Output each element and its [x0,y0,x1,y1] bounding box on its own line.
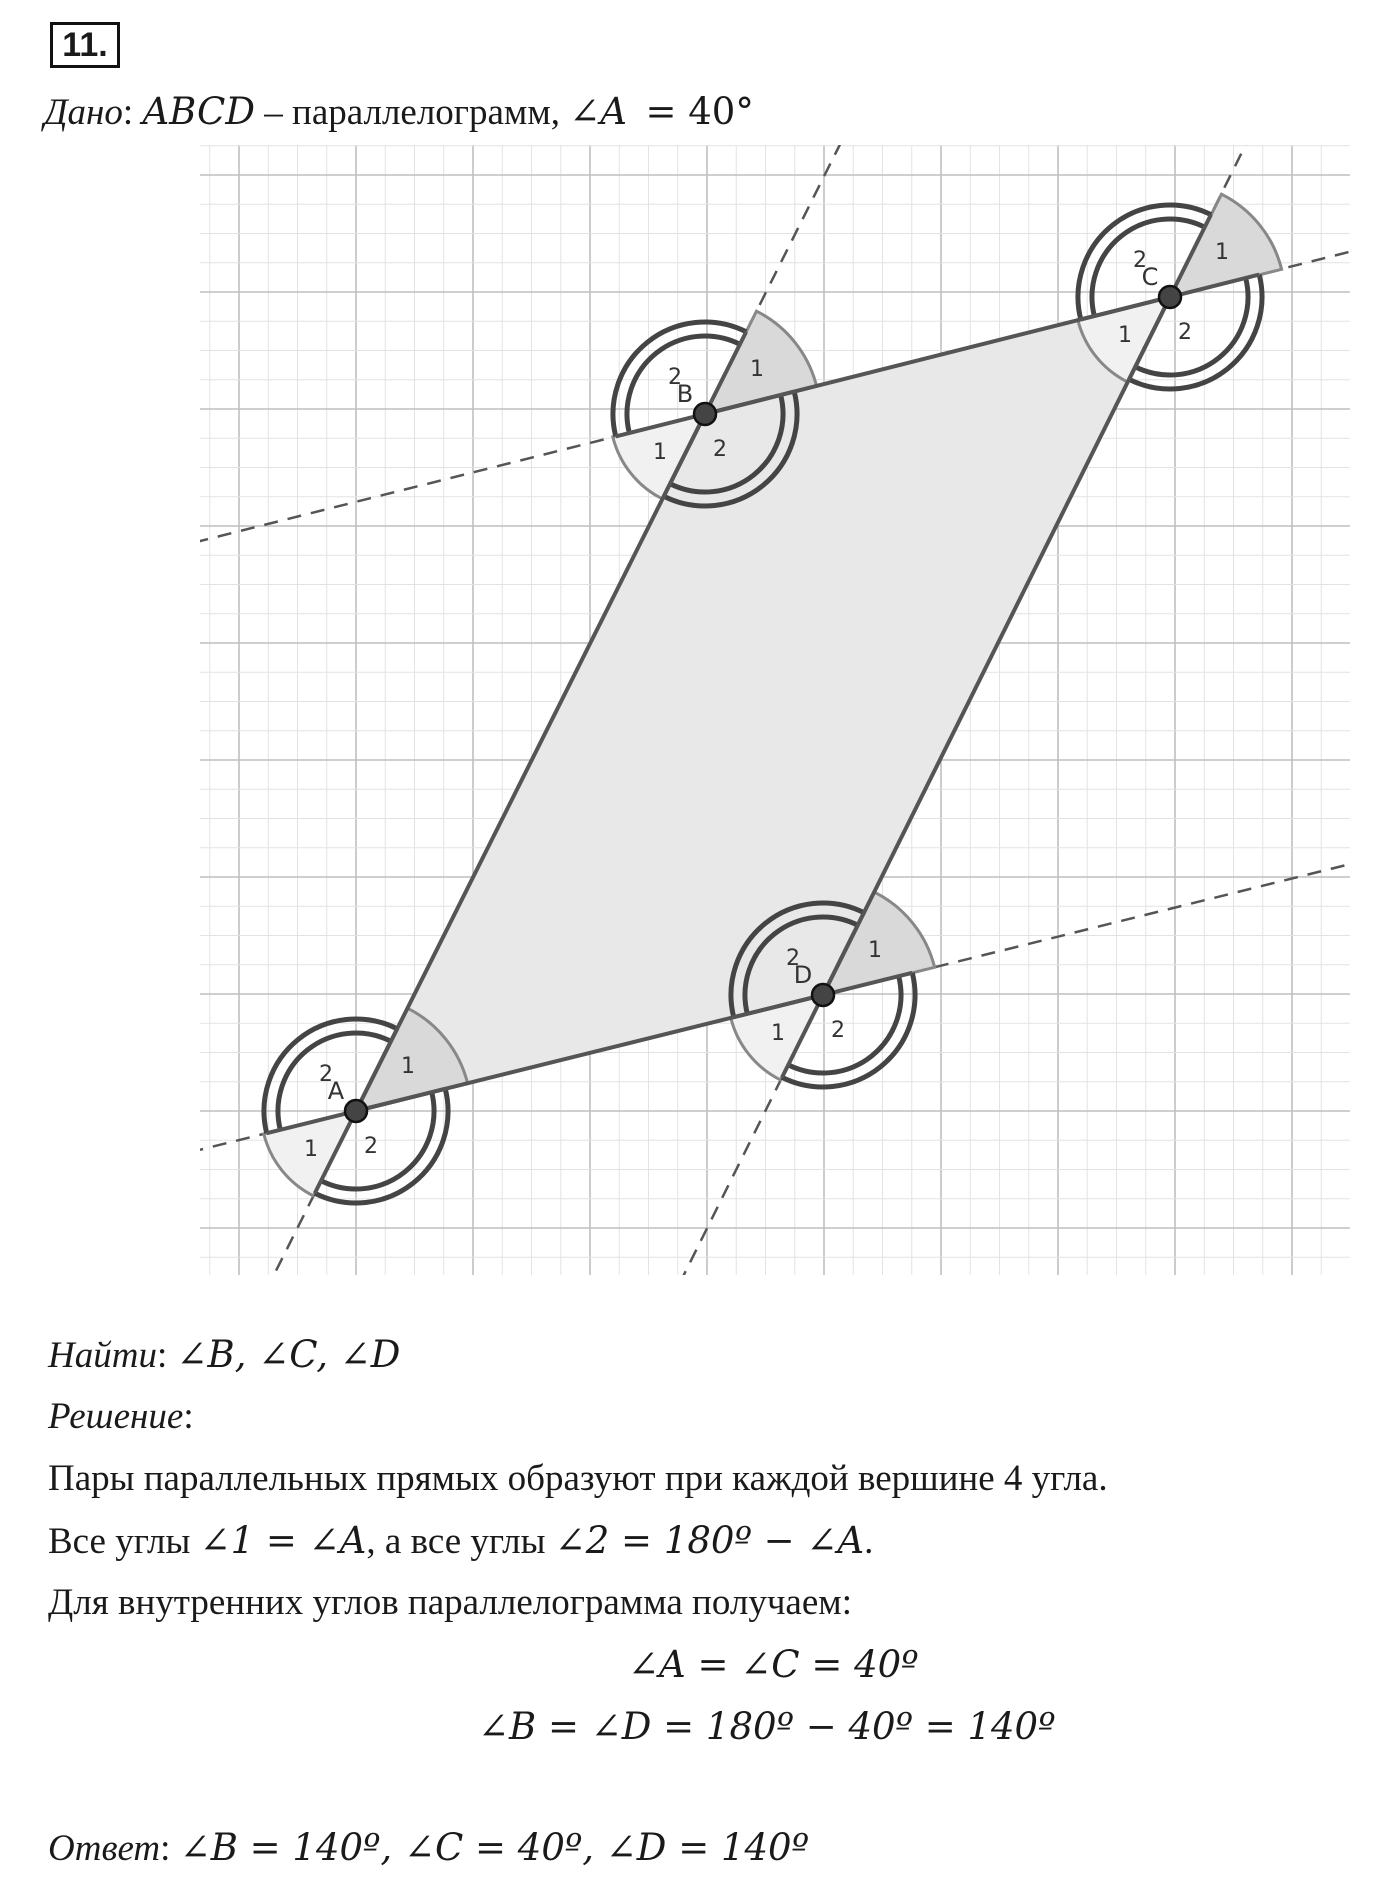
angle-2-label-opposite-B: 2 [668,365,682,390]
vertex-point-C [1159,286,1181,308]
solution-equation-2: ∠B = ∠D = 180º − 40º = 140º [478,1705,1056,1748]
angle-1-label-B: 1 [750,357,764,382]
given-line: Дано: ABCD – параллелограмм, ∠A = 40° [44,90,754,133]
solution-label: Решение [48,1396,184,1437]
solution-line-2-b: ∠1 = ∠A [199,1519,367,1562]
angle-1-label-opposite-C: 1 [1118,323,1132,348]
solution-equation-1: ∠A = ∠C = 40º [628,1643,919,1686]
angle-1-label-opposite-A: 1 [304,1137,318,1162]
given-value: 40° [688,90,754,133]
solution-line-3: Для внутренних углов параллелограмма получаем: [48,1582,852,1623]
given-angle: ∠A [569,90,627,133]
find-label: Найти [48,1335,157,1376]
solution-line-2-e: . [864,1521,874,1562]
angle-1-label-A: 1 [401,1054,415,1079]
solution-line-1: Пары параллельных прямых образуют при каждой вершине 4 угла. [48,1458,1108,1499]
answer-label: Ответ [48,1828,161,1869]
solution-line-2-c: , а все углы [366,1521,555,1562]
find-line: Найти: ∠B, ∠C, ∠D [48,1333,401,1376]
angle-2-label-opposite-A: 2 [319,1062,333,1087]
solution-line-2 [48,1519,873,1564]
angle-2-label-D: 2 [831,1018,845,1043]
angle-2-label-B: 2 [713,437,727,462]
vertex-label-A: A [327,1077,345,1105]
vertex-label-B: B [676,380,694,408]
angle-1-label-opposite-D: 1 [771,1021,785,1046]
angle-1-label-D: 1 [868,938,882,963]
answer-line: Ответ: ∠B = 140º, ∠C = 40º, ∠D = 140º [48,1826,809,1869]
angle-2-label-A: 2 [364,1134,378,1159]
given-figure-name: ABCD [142,90,256,133]
given-description: – параллелограмм, [255,92,570,133]
solution-line-2-a: Все углы [48,1521,200,1562]
parallelogram-fill [356,297,1170,1111]
angle-2-label-C: 2 [1178,320,1192,345]
vertex-point-D [812,984,834,1006]
angle-1-label-opposite-B: 1 [653,440,667,465]
problem-number: 11. [50,22,120,68]
vertex-point-B [694,403,716,425]
find-text: ∠B, ∠C, ∠D [176,1333,401,1376]
vertex-label-D: D [793,961,813,989]
given-label: Дано [44,92,123,133]
vertex-point-A [345,1100,367,1122]
angle-2-label-opposite-C: 2 [1133,248,1147,273]
solution-heading: Решение: [48,1396,194,1437]
vertex-label-C: C [1141,263,1159,291]
given-equals: = [645,90,689,133]
solution-line-2-d: ∠2 = 180º − ∠A [554,1519,865,1562]
angle-2-label-opposite-D: 2 [786,946,800,971]
answer-text: ∠B = 140º, ∠C = 40º, ∠D = 140º [179,1826,809,1869]
angle-1-label-C: 1 [1215,240,1229,265]
